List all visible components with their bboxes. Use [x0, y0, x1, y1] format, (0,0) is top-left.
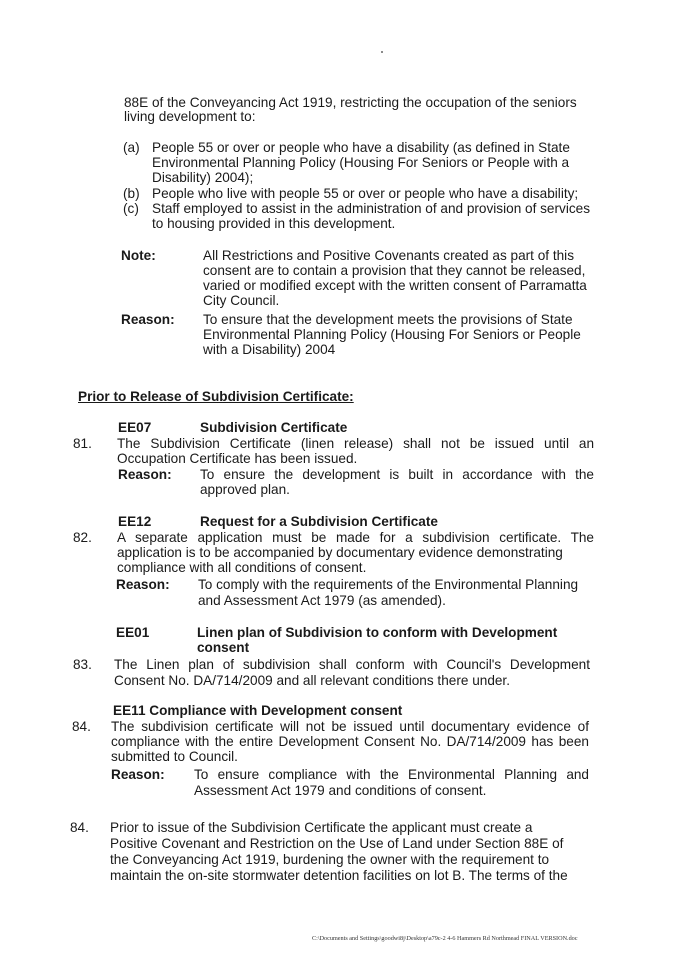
condition-number: 83. [73, 657, 92, 672]
reason-line: Assessment Act 1979 and conditions of consent. [194, 783, 487, 798]
condition-code: EE12 [118, 514, 152, 529]
condition-text-line: Positive Covenant and Restriction on the Use of Land under Section 88E of [110, 836, 564, 851]
note-line: City Council. [203, 293, 280, 308]
list-marker: (b) [123, 186, 140, 201]
condition-number: 84. [70, 820, 89, 835]
reason-label: Reason: [116, 577, 170, 592]
reason-line: approved plan. [200, 482, 290, 497]
reason-label: Reason: [111, 767, 165, 782]
reason-line: To comply with the requirements of the Environmental Planning [198, 577, 579, 592]
list-item-line: Staff employed to assist in the administration of and provision of services [152, 201, 590, 216]
condition-number: 82. [73, 530, 92, 545]
condition-title: Subdivision Certificate [200, 420, 348, 435]
condition-code: EE07 [118, 420, 152, 435]
note-line: consent are to contain a provision that they cannot be released, [203, 263, 586, 278]
intro-line: living development to: [124, 109, 256, 124]
condition-text-line: The Linen plan of subdivision shall conform with Council's Development [114, 657, 590, 672]
reason-line: To ensure the development is built in accordance with the [200, 467, 594, 482]
list-marker: (c) [123, 201, 139, 216]
list-item-line: People 55 or over or people who have a disability (as defined in State [152, 140, 570, 155]
note-label: Note: [121, 248, 156, 263]
list-item-line: to housing provided in this development. [152, 216, 396, 231]
condition-heading: EE11 Compliance with Development consent [113, 703, 403, 718]
condition-text-line: The Subdivision Certificate (linen release) shall not be issued until an [117, 436, 594, 451]
condition-number: 81. [73, 436, 92, 451]
section-heading: Prior to Release of Subdivision Certificate: [78, 389, 354, 404]
list-item-line: People who live with people 55 or over or people who have a disability; [152, 186, 579, 201]
condition-text-line: Prior to issue of the Subdivision Certificate the applicant must create a [110, 820, 533, 835]
condition-text-line: compliance with the entire Development Consent No. DA/714/2009 has been [111, 734, 589, 749]
reason-line: Environmental Planning Policy (Housing For Seniors or People [203, 327, 581, 342]
condition-title: Request for a Subdivision Certificate [200, 514, 438, 529]
list-marker: (a) [123, 140, 140, 155]
condition-title: Linen plan of Subdivision to conform with Development [197, 625, 558, 640]
condition-text-line: Consent No. DA/714/2009 and all relevant conditions there under. [114, 673, 510, 688]
condition-text-line: the Conveyancing Act 1919, burdening the owner with the requirement to [110, 852, 550, 867]
condition-text-line: The subdivision certificate will not be issued until documentary evidence of [111, 719, 589, 734]
reason-line: To ensure that the development meets the provisions of State [203, 312, 573, 327]
condition-text-line: compliance with all conditions of consent. [117, 560, 367, 575]
condition-text-line: maintain the on-site stormwater detention facilities on lot B. The terms of the [110, 868, 568, 883]
list-item-line: Environmental Planning Policy (Housing For Seniors or People with a [152, 155, 570, 170]
reason-label: Reason: [118, 467, 172, 482]
list-item-line: Disability) 2004); [152, 170, 254, 185]
condition-code: EE01 [116, 625, 150, 640]
intro-line: 88E of the Conveyancing Act 1919, restricting the occupation of the seniors [124, 95, 577, 110]
note-line: All Restrictions and Positive Covenants created as part of this [203, 248, 574, 263]
footer-file-path: C:\Documents and Settings\goodwi8j\Desktop\a79c-2 4-6 Hammers Rd Northmead FINAL VERSION.doc [312, 935, 578, 942]
condition-number: 84. [72, 719, 91, 734]
reason-line: and Assessment Act 1979 (as amended). [198, 593, 446, 608]
reason-label: Reason: [121, 312, 175, 327]
condition-text-line: Occupation Certificate has been issued. [117, 451, 358, 466]
condition-text-line: submitted to Council. [111, 749, 238, 764]
reason-line: To ensure compliance with the Environmental Planning and [194, 767, 589, 782]
condition-text-line: application is to be accompanied by documentary evidence demonstrating [117, 545, 563, 560]
condition-text-line: A separate application must be made for a subdivision certificate. The [117, 530, 594, 545]
note-line: varied or modified except with the written consent of Parramatta [203, 278, 587, 293]
condition-title: consent [197, 640, 250, 655]
reason-line: with a Disability) 2004 [203, 342, 336, 357]
scan-speck [381, 51, 383, 53]
